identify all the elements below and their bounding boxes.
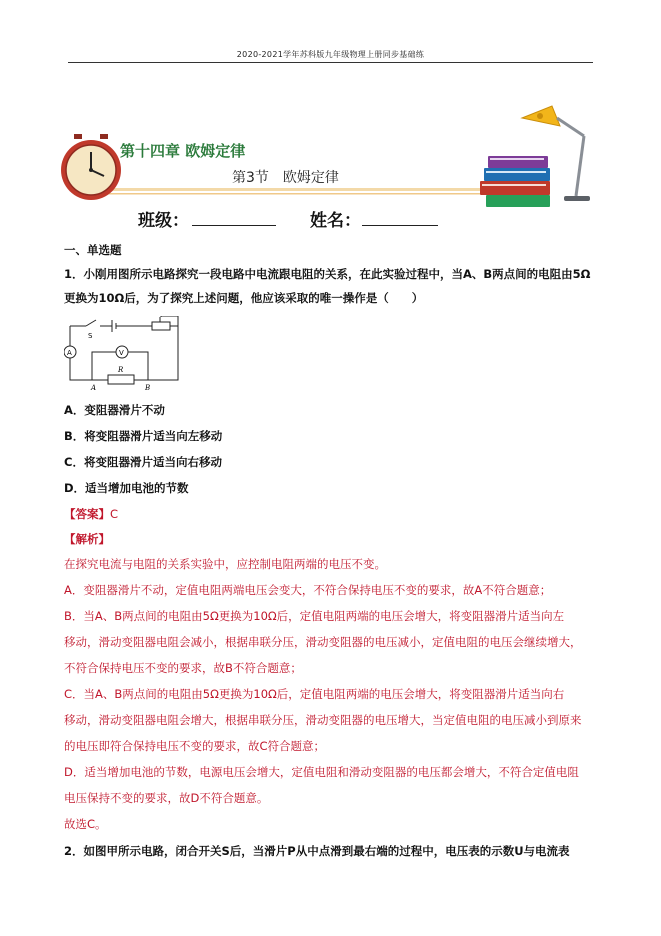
clock-icon <box>61 134 121 200</box>
header-rule <box>68 62 593 63</box>
analysis-line: 在探究电流与电阻的关系实验中，应控制电阻两端的电压不变。 <box>64 557 386 571</box>
analysis-line: 电压保持不变的要求，故D不符合题意。 <box>64 791 269 805</box>
point-b-label: B <box>145 384 151 392</box>
q1-option-d: D．适当增加电池的节数 <box>64 481 189 495</box>
analysis-line: B．当A、B两点间的电阻由5Ω更换为10Ω后，定值电阻两端的电压会增大，将变阻器滑片适当向左 <box>64 609 565 623</box>
class-label: 班级： <box>138 211 189 231</box>
point-a-label: A <box>91 384 97 392</box>
analysis-line: 移动，滑动变阻器电阻会增大，根据串联分压，滑动变阻器的电压增大，当定值电阻的电压减小到原来 <box>64 713 582 727</box>
voltmeter-label: V <box>119 349 124 357</box>
chapter-title: 第十四章 欧姆定律 <box>120 142 246 160</box>
resistor-label: R <box>118 366 124 374</box>
q1-stem-line2: 更换为10Ω后，为了探究上述问题，他应该采取的唯一操作是（ ） <box>64 291 424 305</box>
page-header: 2020-2021学年苏科版九年级物理上册同步基础练 <box>236 50 425 59</box>
q1-option-a: A．变阻器滑片不动 <box>64 403 165 417</box>
analysis-line: 的电压即符合保持电压不变的要求，故C符合题意； <box>64 739 326 753</box>
analysis-label: 【解析】 <box>64 532 110 546</box>
q1-option-b: B．将变阻器滑片适当向左移动 <box>64 429 223 443</box>
ammeter-label: A <box>67 349 72 357</box>
q2-stem-line1: 2．如图甲所示电路，闭合开关S后，当滑片P从中点滑到最右端的过程中，电压表的示数U与电流表 <box>64 844 570 858</box>
name-blank <box>362 225 438 226</box>
q1-option-c: C．将变阻器滑片适当向右移动 <box>64 455 222 469</box>
answer-row <box>64 506 118 522</box>
analysis-line: A．变阻器滑片不动，定值电阻两端电压会变大，不符合保持电压不变的要求，故A不符合题意； <box>64 583 552 597</box>
answer-label: 【答案】 <box>64 507 110 521</box>
analysis-line: C．当A、B两点间的电阻由5Ω更换为10Ω后，定值电阻两端的电压会增大，将变阻器滑片适当向右 <box>64 687 565 701</box>
q1-stem-line1: 1．小刚用图所示电路探究一段电路中电流跟电阻的关系，在此实验过程中，当A、B两点间的电阻由5Ω <box>64 267 591 281</box>
books-icon <box>480 156 550 207</box>
analysis-line: 移动，滑动变阻器电阻会减小，根据串联分压，滑动变阻器的电压减小，定值电阻的电压会继续增大， <box>64 635 582 649</box>
analysis-line: 不符合保持电压不变的要求，故B不符合题意； <box>64 661 302 675</box>
switch-label: S <box>88 332 93 340</box>
section-title: 第3节 欧姆定律 <box>232 170 339 186</box>
analysis-conclusion: 故选C。 <box>64 817 107 831</box>
section-heading: 一、单选题 <box>64 243 122 257</box>
answer-value: C <box>110 507 119 521</box>
class-blank <box>192 225 276 226</box>
circuit-diagram <box>64 316 184 392</box>
analysis-line: D．适当增加电池的节数，电源电压会增大，定值电阻和滑动变阻器的电压都会增大，不符合定值电阻 <box>64 765 579 779</box>
name-label: 姓名： <box>310 211 361 231</box>
